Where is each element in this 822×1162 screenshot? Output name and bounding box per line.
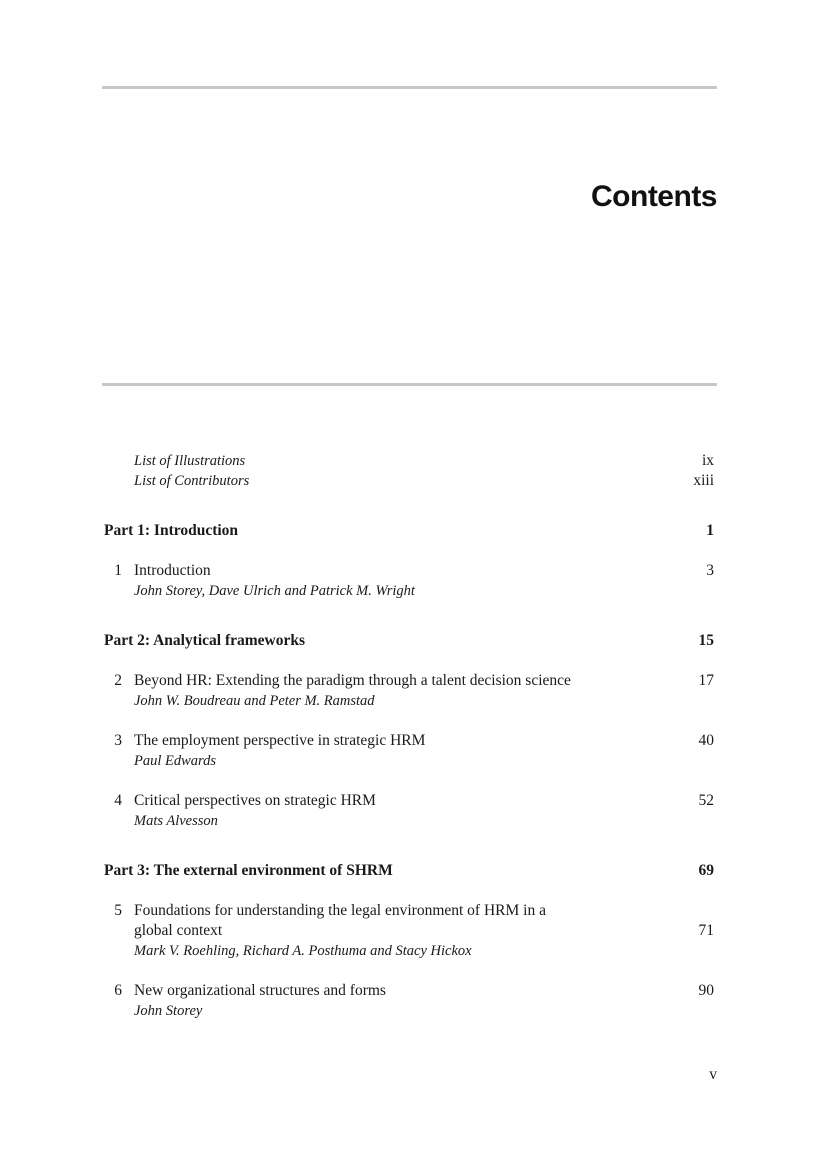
- chapter-number: 2: [114, 672, 122, 689]
- chapter-number: 6: [114, 982, 122, 999]
- chapter-authors: John Storey, Dave Ulrich and Patrick M. Wright: [134, 583, 415, 599]
- toc-chapter-entry[interactable]: [0, 791, 822, 811]
- toc-entry-page: ix: [701, 452, 714, 469]
- bottom-rule: [102, 383, 717, 386]
- chapter-page: 52: [698, 792, 714, 809]
- toc-part-heading[interactable]: [0, 631, 822, 651]
- toc-chapter-entry[interactable]: [0, 981, 822, 1001]
- toc-chapter-authors-line: [0, 691, 822, 711]
- chapter-authors: Mats Alvesson: [134, 813, 218, 829]
- toc-entry-page: xiii: [693, 472, 714, 489]
- chapter-page: 90: [698, 982, 714, 999]
- part-label: Part 2: Analytical frameworks: [104, 632, 306, 649]
- toc-chapter-entry-continued[interactable]: [0, 921, 822, 941]
- toc-entry-label: List of Illustrations: [134, 453, 246, 469]
- chapter-page: 71: [698, 922, 714, 939]
- chapter-title: New organizational structures and forms: [134, 982, 386, 999]
- toc-chapter-authors-line: [0, 941, 822, 961]
- chapter-title: Introduction: [134, 562, 211, 579]
- chapter-number: 3: [114, 732, 122, 749]
- chapter-title: Beyond HR: Extending the paradigm through a talent decision science: [134, 672, 571, 689]
- toc-chapter-entry[interactable]: [0, 671, 822, 691]
- toc-chapter-authors-line: [0, 581, 822, 601]
- chapter-number: 4: [114, 792, 122, 809]
- part-page: 69: [698, 862, 714, 879]
- part-page: 15: [698, 632, 714, 649]
- chapter-title: The employment perspective in strategic HRM: [134, 732, 426, 749]
- toc-chapter-entry[interactable]: [0, 731, 822, 751]
- chapter-authors: Mark V. Roehling, Richard A. Posthuma and Stacy Hickox: [134, 943, 472, 959]
- part-page: 1: [706, 522, 714, 539]
- chapter-authors: John W. Boudreau and Peter M. Ramstad: [134, 693, 375, 709]
- part-label: Part 1: Introduction: [104, 522, 239, 539]
- chapter-page: 40: [698, 732, 714, 749]
- page-title: Contents: [591, 180, 717, 213]
- page-number: v: [709, 1066, 717, 1083]
- toc-front-matter-item[interactable]: [0, 451, 822, 471]
- toc-chapter-authors-line: [0, 1001, 822, 1021]
- toc-front-matter-item[interactable]: [0, 471, 822, 491]
- chapter-page: 17: [698, 672, 714, 689]
- chapter-page: 3: [706, 562, 714, 579]
- toc-chapter-entry[interactable]: [0, 561, 822, 581]
- top-rule: [102, 86, 717, 89]
- toc-chapter-entry[interactable]: [0, 901, 822, 921]
- chapter-number: 1: [114, 562, 122, 579]
- chapter-title: Critical perspectives on strategic HRM: [134, 792, 376, 809]
- toc-entry-label: List of Contributors: [134, 473, 250, 489]
- toc-chapter-authors-line: [0, 811, 822, 831]
- chapter-title-line-1: Foundations for understanding the legal environment of HRM in a: [134, 902, 546, 919]
- part-label: Part 3: The external environment of SHRM: [104, 862, 393, 879]
- toc-part-heading[interactable]: [0, 521, 822, 541]
- toc-part-heading[interactable]: [0, 861, 822, 881]
- chapter-title-line-2: global context: [134, 922, 223, 939]
- chapter-number: 5: [114, 902, 122, 919]
- chapter-authors: Paul Edwards: [134, 753, 217, 769]
- chapter-authors: John Storey: [134, 1003, 203, 1019]
- toc-chapter-authors-line: [0, 751, 822, 771]
